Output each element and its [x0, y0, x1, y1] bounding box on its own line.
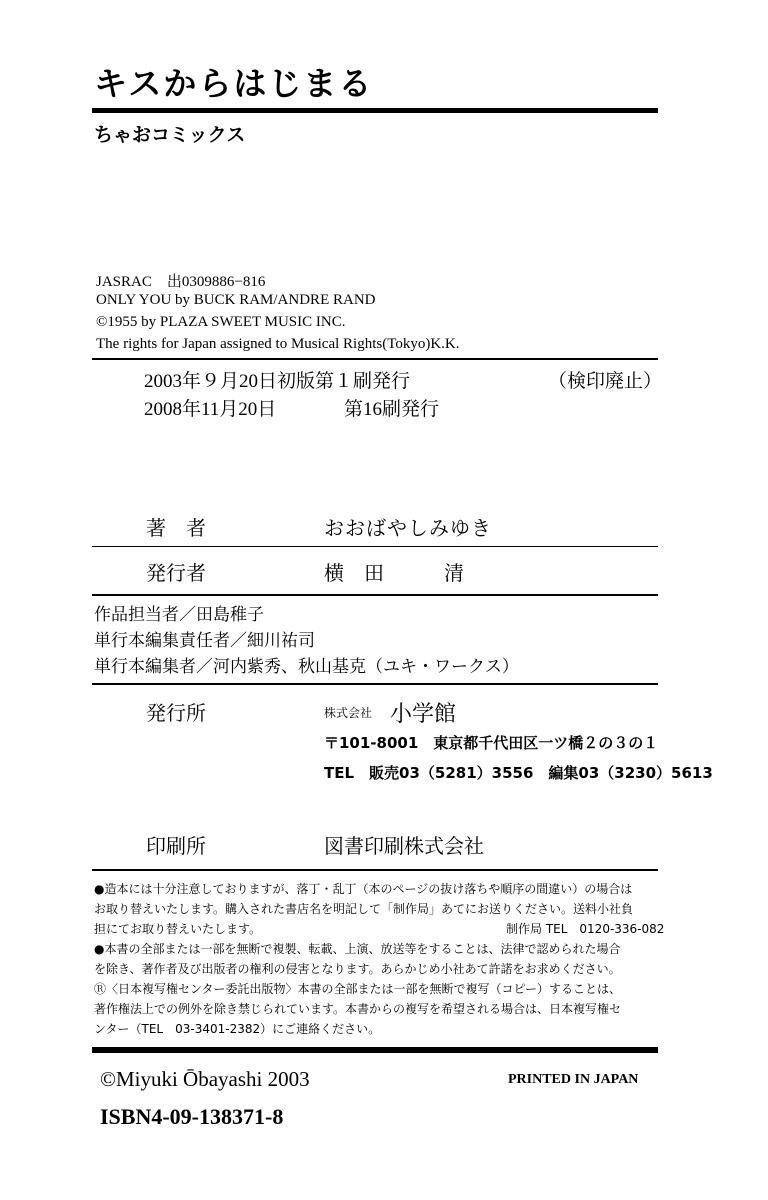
notice-line: ンター（TEL 03-3401-2382）にご連絡ください。 — [94, 1022, 381, 1036]
author-copyright: ©Miyuki Ōbayashi 2003 — [100, 1067, 310, 1091]
publishing-house-label: 発行所 — [146, 701, 206, 725]
notice-line: お取り替えいたします。購入された書店名を明記して「制作局」あてにお送りください。送料小社負 — [94, 902, 634, 916]
divider — [92, 869, 658, 871]
notice-line: ●造本には十分注意しておりますが、落丁・乱丁（本のページの抜け落ちや順序の間違い）の場合は — [94, 882, 633, 896]
notice-line: 担にてお取り替えいたします。 — [94, 922, 262, 936]
latest-edition-date: 2008年11月20日 — [144, 399, 277, 420]
isbn: ISBN4-09-138371-8 — [100, 1104, 284, 1129]
printed-in-japan: PRINTED IN JAPAN — [508, 1072, 639, 1087]
divider — [92, 594, 658, 596]
seal-note: （検印廃止） — [548, 371, 663, 392]
divider — [92, 546, 658, 547]
divider — [92, 358, 658, 360]
staff-line: 単行本編集者／河内紫秀、秋山基克（ユキ・ワークス） — [94, 657, 519, 677]
notice-line: 著作権法上での例外を除き禁じられています。本書からの複写を希望される場合は、日本複写権セ — [94, 1002, 622, 1016]
divider — [92, 683, 658, 685]
author-name: おおばやしみゆき — [324, 516, 492, 540]
staff-line: 単行本編集責任者／細川祐司 — [94, 631, 315, 651]
book-title: キスからはじまる — [94, 64, 374, 103]
author-label: 著 者 — [146, 516, 206, 540]
publisher-tel: TEL 販売03（5281）3556 編集03（3230）5613 — [324, 764, 713, 782]
printer-label: 印刷所 — [146, 834, 206, 858]
music-copyright-line: ONLY YOU by BUCK RAM/ANDRE RAND — [96, 292, 376, 308]
staff-line: 作品担当者／田島稚子 — [94, 605, 264, 625]
latest-printing: 第16刷発行 — [344, 399, 440, 420]
music-copyright-line: JASRAC 出0309886−816 — [96, 274, 266, 290]
notice-line: を除き、著作者及び出版者の権利の侵害となります。あらかじめ小社あて許諾をお求めください。 — [94, 962, 621, 976]
notice-tel: 制作局 TEL 0120-336-082 — [506, 922, 665, 936]
company-prefix: 株式会社 — [324, 706, 373, 720]
footer-rule — [92, 1047, 658, 1053]
publisher-address: 〒101-8001 東京都千代田区一ツ橋２の３の１ — [324, 734, 659, 752]
notice-line: ●本書の全部または一部を無断で複製、転載、上演、放送等をすることは、法律で認められた場合 — [94, 942, 621, 956]
publisher-name: 横 田 清 — [324, 561, 464, 585]
music-copyright-line: The rights for Japan assigned to Musical Rights(Tokyo)K.K. — [96, 336, 460, 352]
first-edition: 2003年９月20日初版第１刷発行 — [144, 371, 411, 392]
company-name: 小学館 — [390, 702, 457, 727]
printer-name: 図書印刷株式会社 — [324, 834, 484, 858]
series-name: ちゃおコミックス — [94, 124, 246, 146]
title-rule — [92, 108, 658, 113]
music-copyright-line: ©1955 by PLAZA SWEET MUSIC INC. — [96, 314, 346, 330]
publisher-label: 発行者 — [146, 561, 206, 585]
notice-line: Ⓡ〈日本複写権センター委託出版物〉本書の全部または一部を無断で複写（コピー）することは、 — [94, 982, 622, 996]
